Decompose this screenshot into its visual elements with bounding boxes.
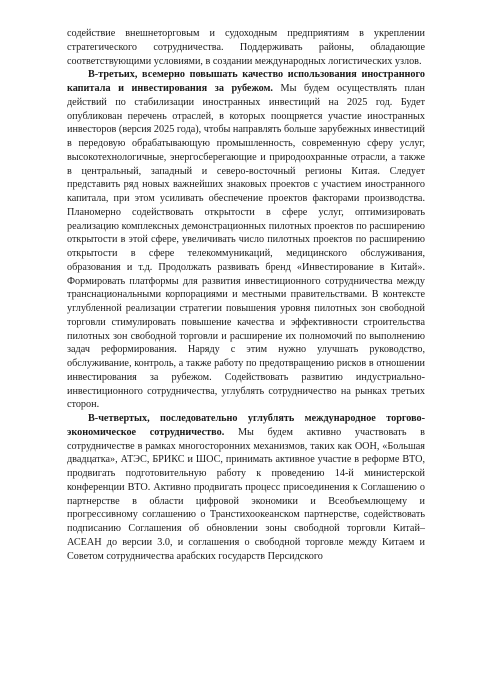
paragraph-body: Мы будем осуществлять план действий по стабилизации иностранных инвестиций на 2025 год. Будет опубликован перечень отраслей, в которых поощряется участие иностранных инвесторов (версия 2025 года), чтобы направлять больше зарубежных инвестиций в передовую обрабатывающую промышленность, современную сферу услуг, высокотехнологичные, энергосберегающие и природоохранные отрасли, а также в центральный, западный и северо-восточный регионы Китая. Следует представить ряд новых важнейших знаковых проектов с участием иностранного капитала, при этом усиливать обеспечение проектов факторами производства. Планомерно содействовать открытости в сфере услуг, оптимизировать реализацию комплексных демонстрационных пилотных проектов по расширению открытости в этой сфере, увеличивать число пилотных проектов по расширению открытости в сфере телекоммуникаций, медицинского обслуживания, образования и т.д. Продолжать развивать бренд «Инвестирование в Китай». Формировать платформы для развития инвестиционного сотрудничества между транснациональными корпорациями и местными правительствами. В контексте углубленной реализации стратегии повышения уровня пилотных зон свободной торговли стимулировать повышение качества и эффективности строительства пилотных зон свободной торговли и расширение их полномочий по выполнению задач реформирования. Наряду с этим нужно улучшать руководство, обслуживание, контроль, а также работу по предотвращению рисков в отношении инвестирования за рубежом. Содействовать развитию индустриально-инвестиционного сотрудничества, углублять сотрудничество на рынках третьих сторон. bbox=[67, 83, 425, 411]
paragraph-foreign-investment bbox=[67, 68, 425, 412]
paragraph-trade-cooperation bbox=[67, 412, 425, 563]
paragraph-logistics bbox=[67, 27, 425, 68]
document-page bbox=[67, 27, 425, 563]
paragraph-body: содействие внешнеторговым и судоходным предприятиям в укреплении стратегического сотрудничества. Поддерживать районы, обладающие соответствующими условиями, в создании международных логистических узлов. bbox=[67, 28, 425, 67]
paragraph-lead-heading: В-четвертых, последовательно углублять международное торгово-экономическое сотрудничество. bbox=[67, 413, 425, 438]
paragraph-lead-heading: В-третьих, всемерно повышать качество использования иностранного капитала и инвестирования за рубежом. bbox=[67, 69, 425, 94]
paragraph-body: Мы будем активно участвовать в сотрудничестве в рамках многосторонних механизмов, таких как ООН, «Большая двадцатка», АТЭС, БРИКС и ШОС, принимать активное участие в реформе ВТО, продвигать подготовительную работу к проведению 14-й министерской конференции ВТО. Активно продвигать процесс присоединения к Соглашению о партнерстве в области цифровой экономики и Всеобъемлющему и прогрессивному соглашению о Транстихоокеанском партнерстве, содействовать подписанию Соглашения об обновлении зоны свободной торговли Китай–АСЕАН до версии 3.0, и соглашения о свободной торговле между Китаем и Советом сотрудничества арабских государств Персидского bbox=[67, 426, 425, 562]
